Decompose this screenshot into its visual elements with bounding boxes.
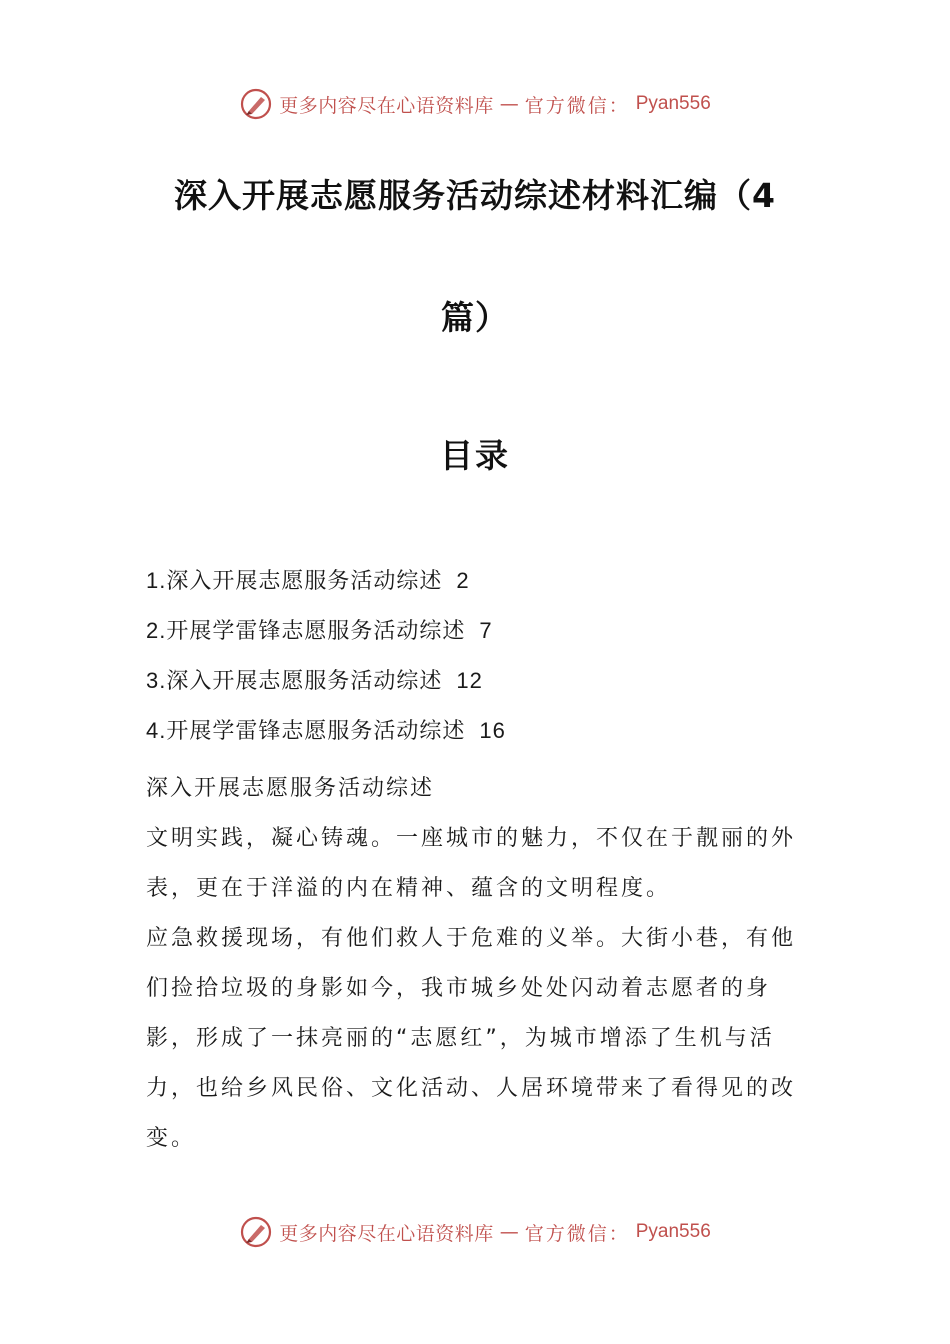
table-of-contents bbox=[146, 562, 506, 762]
toc-entry-page: 12 bbox=[456, 668, 483, 693]
header-watermark bbox=[0, 84, 950, 124]
section-heading: 深入开展志愿服务活动综述 bbox=[146, 776, 435, 801]
footer-watermark bbox=[0, 1212, 950, 1252]
document-body bbox=[146, 764, 806, 1164]
document-title-line-1: 深入开展志愿服务活动综述材料汇编（4 bbox=[174, 176, 776, 215]
toc-entry[interactable] bbox=[146, 562, 506, 612]
toc-entry-number: 4. bbox=[146, 718, 167, 743]
watermark-wechat-id: Pyan556 bbox=[635, 1221, 711, 1242]
toc-entry-number: 1. bbox=[146, 568, 167, 593]
watermark-official-label: 官方微信： bbox=[524, 94, 630, 117]
body-paragraph: 应急救援现场，有他们救人于危难的义举。大街小巷，有他们捡拾垃圾的身影如今，我市城乡处处闪动着志愿者的身影，形成了一抹亮丽的“志愿红”，为城市增添了生机与活力，也给乡风民俗、文化活动、人居环境带来了看得见的改变。 bbox=[146, 926, 797, 1151]
pen-circle-logo-icon bbox=[239, 87, 273, 121]
document-title-line-2: 篇） bbox=[441, 298, 509, 337]
toc-entry-page: 2 bbox=[456, 568, 470, 593]
body-paragraph: 文明实践，凝心铸魂。一座城市的魅力，不仅在于靓丽的外表，更在于洋溢的内在精神、蕴含的文明程度。 bbox=[146, 826, 797, 901]
toc-entry[interactable] bbox=[146, 612, 506, 662]
toc-entry-number: 2. bbox=[146, 618, 167, 643]
toc-entry-number: 3. bbox=[146, 668, 167, 693]
watermark-dash: — bbox=[499, 1221, 519, 1243]
watermark-wechat-id: Pyan556 bbox=[635, 93, 711, 114]
pen-circle-logo-icon bbox=[239, 1215, 273, 1249]
watermark-official-label: 官方微信： bbox=[524, 1222, 630, 1245]
toc-entry[interactable] bbox=[146, 712, 506, 762]
toc-heading: 目录 bbox=[440, 436, 510, 475]
toc-entry-page: 7 bbox=[479, 618, 493, 643]
watermark-text: 更多内容尽在心语资料库 bbox=[279, 1222, 494, 1245]
toc-entry-title: 深入开展志愿服务活动综述 bbox=[166, 669, 443, 694]
toc-entry-title: 开展学雷锋志愿服务活动综述 bbox=[166, 619, 466, 644]
toc-entry-title: 深入开展志愿服务活动综述 bbox=[166, 569, 443, 594]
toc-entry-page: 16 bbox=[479, 718, 506, 743]
toc-entry-title: 开展学雷锋志愿服务活动综述 bbox=[166, 719, 466, 744]
toc-entry[interactable] bbox=[146, 662, 506, 712]
watermark-dash: — bbox=[499, 93, 519, 115]
watermark-text: 更多内容尽在心语资料库 bbox=[279, 94, 494, 117]
